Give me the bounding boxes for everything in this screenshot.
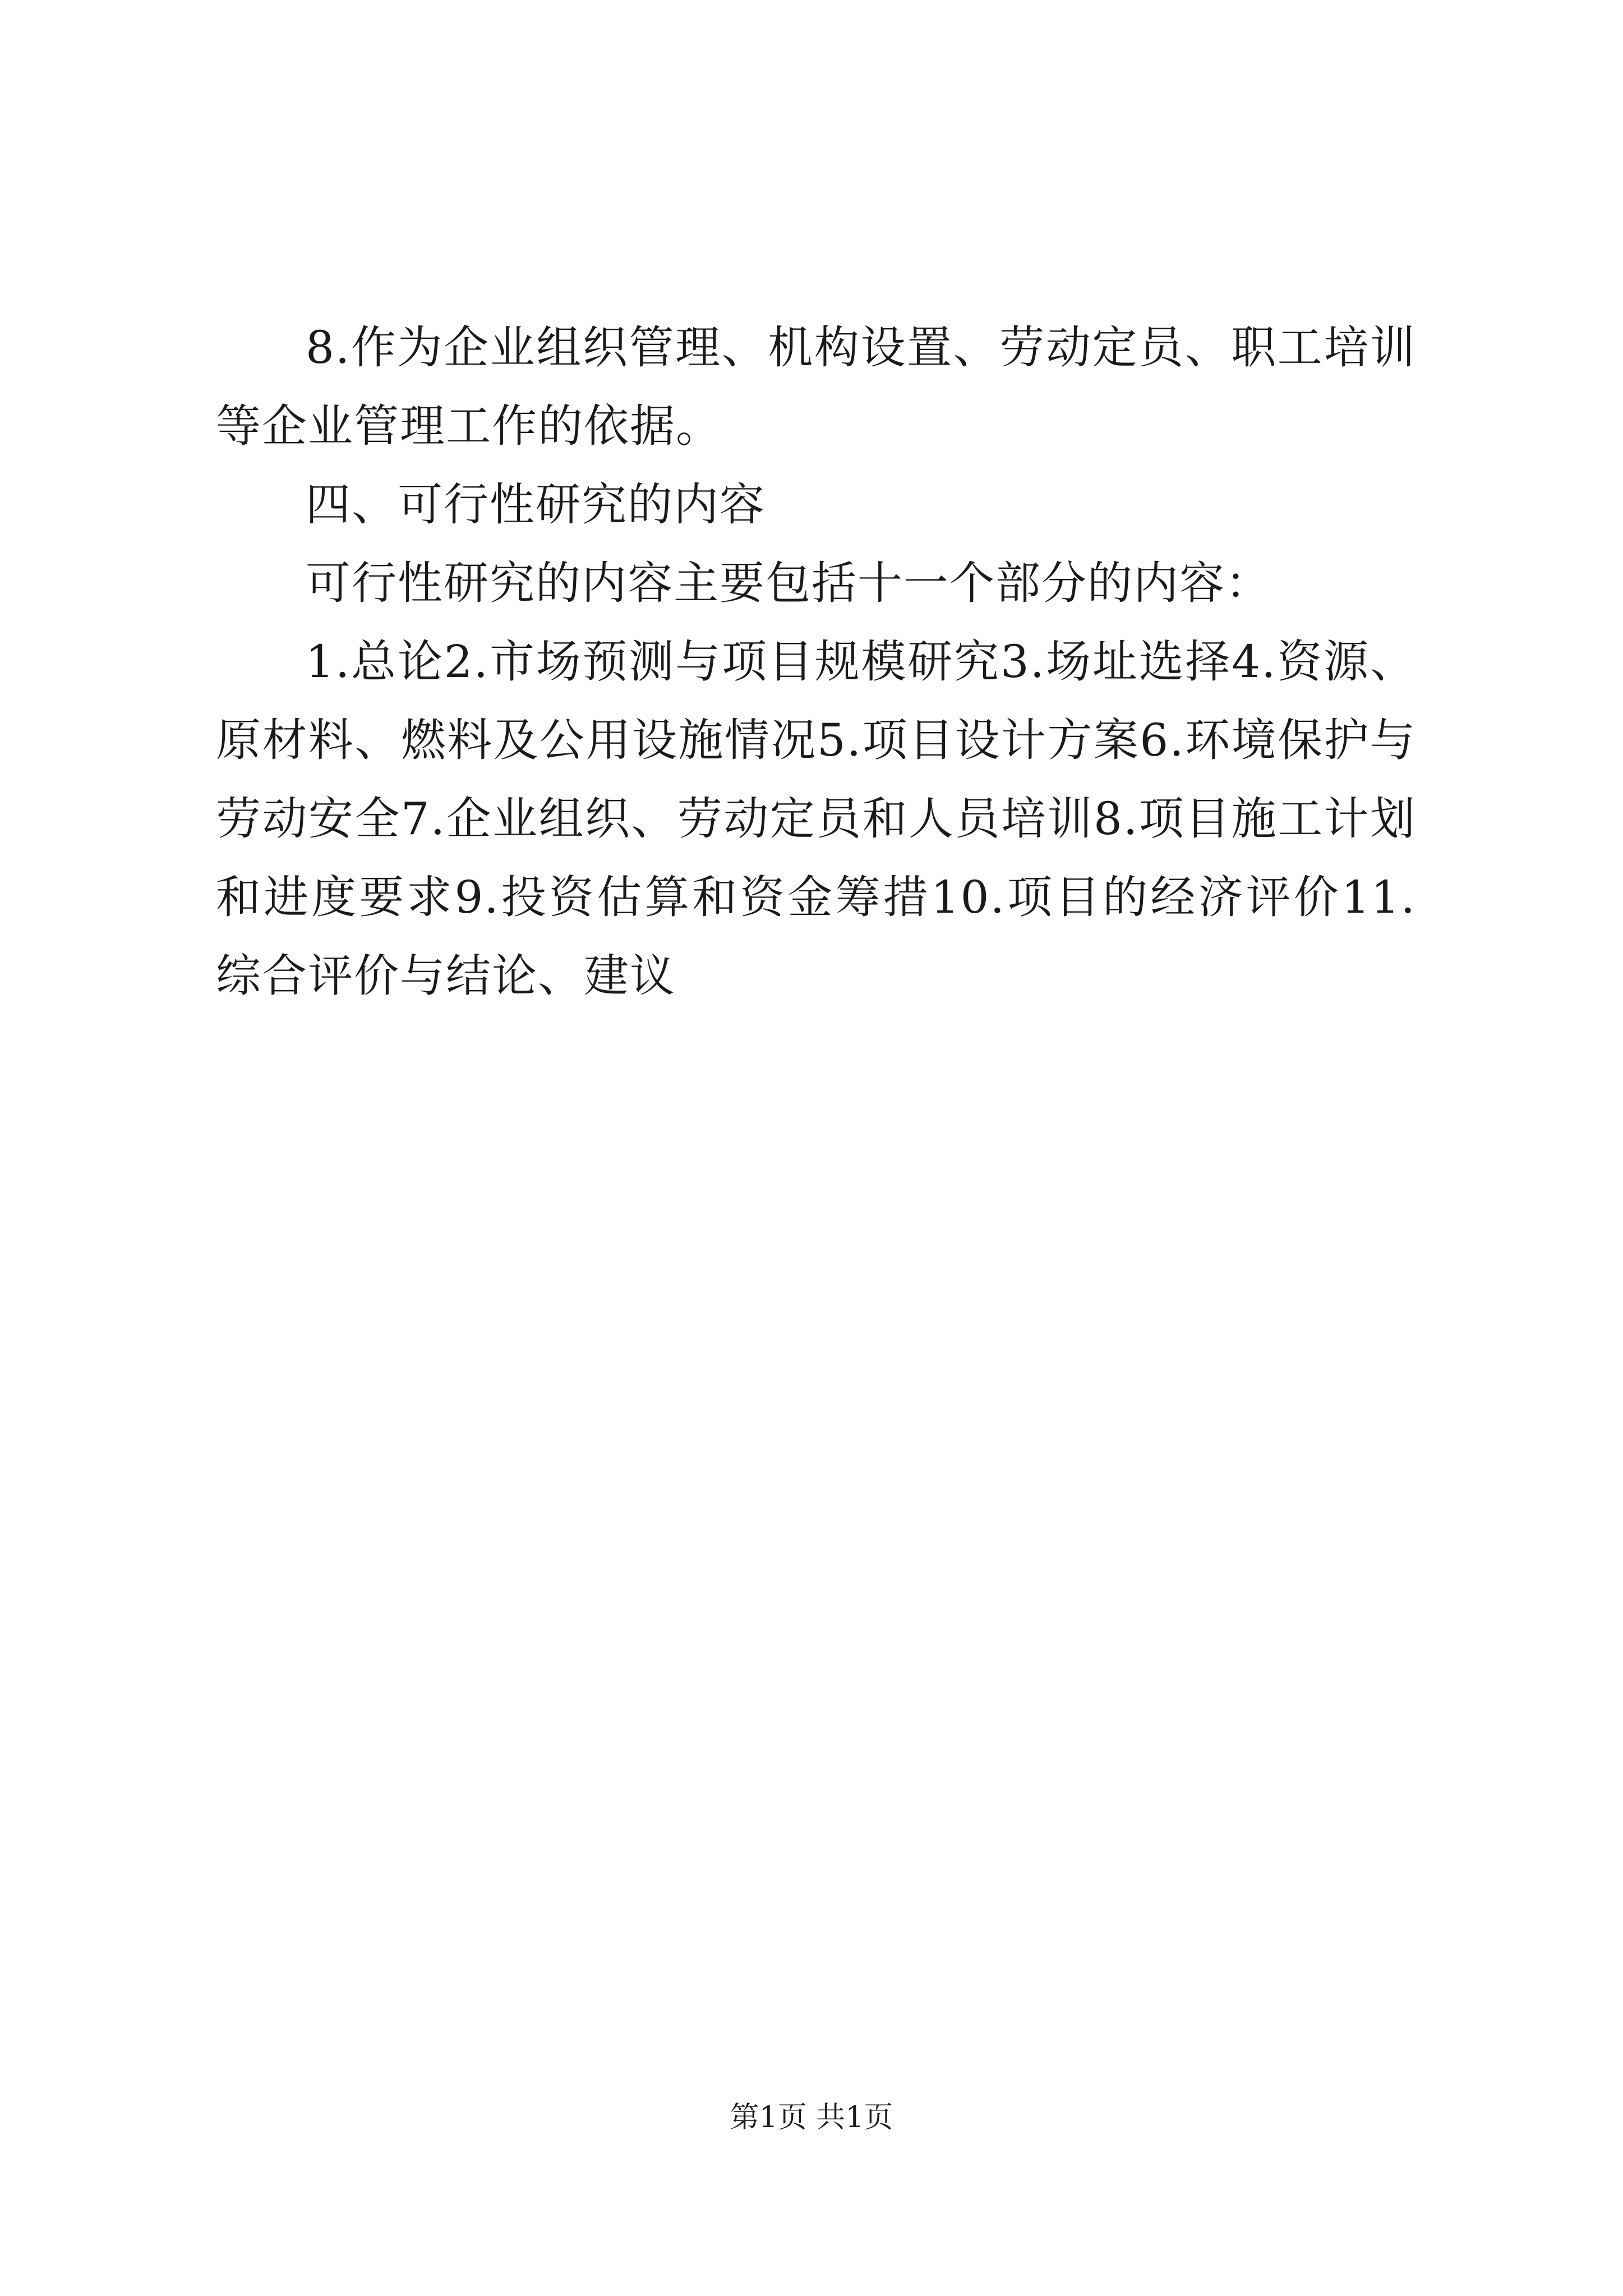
paragraph-purpose-8: 8.作为企业组织管理、机构设置、劳动定员、职工培训等企业管理工作的依据。	[216, 321, 1416, 452]
document-body	[216, 309, 1416, 1015]
paragraph-content-intro: 可行性研究的内容主要包括十一个部分的内容：	[306, 557, 1271, 609]
paragraph-content-list: 1.总论2.市场预测与项目规模研究3.场址选择4.资源、原材料、燃料及公用设施情况5.项目设计方案6.环境保护与劳动安全7.企业组织、劳动定员和人员培训8.项目施工计划和进度要求9.投资估算和资金筹措10.项目的经济评价11.综合评价与结论、建议	[216, 636, 1416, 1002]
section-heading-4: 四、可行性研究的内容	[306, 478, 766, 531]
page-footer: 第1页 共1页	[730, 2101, 893, 2134]
